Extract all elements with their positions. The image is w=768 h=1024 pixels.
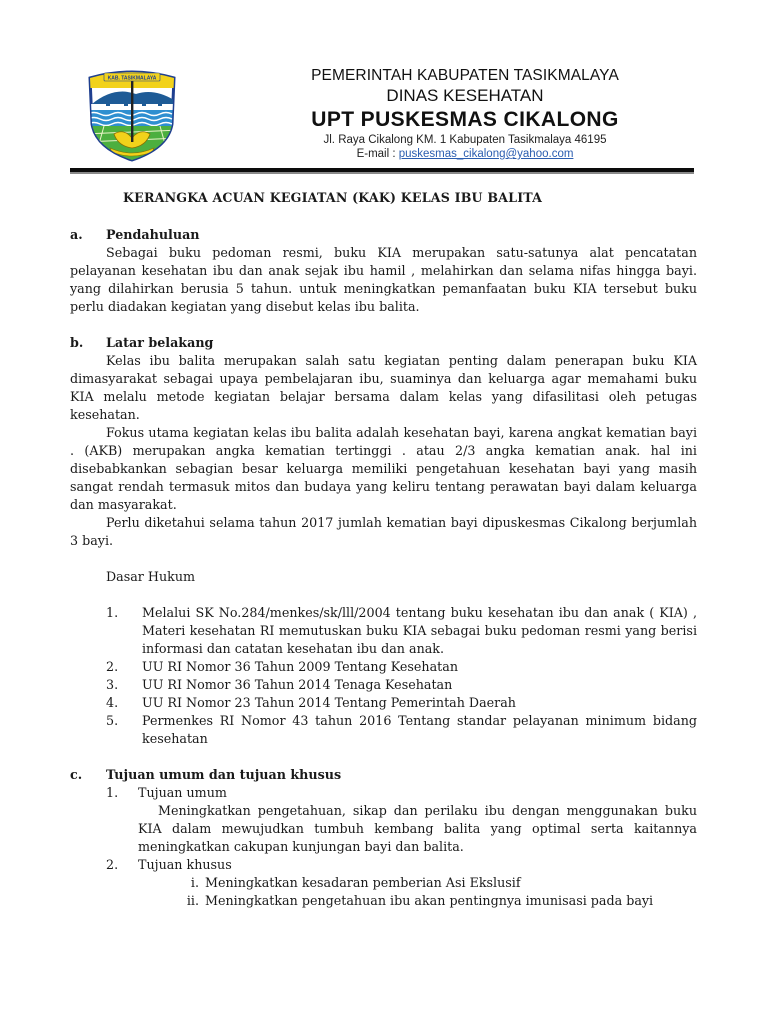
list-item	[70, 892, 697, 910]
item-number: 1.	[106, 605, 119, 620]
list-item	[70, 694, 697, 712]
tujuan-umum	[70, 784, 697, 802]
item-text: Melalui SK No.284/menkes/sk/lll/2004 tentang buku kesehatan ibu dan anak ( KIA) , Materi kesehatan RI memutuskan buku KIA sebagai buku pedoman resmi yang berisi informasi dan catatan kesehatan ibu dan anak.	[142, 605, 697, 656]
list-item	[70, 676, 697, 694]
tujuan-khusus	[70, 856, 697, 874]
paragraph: Sebagai buku pedoman resmi, buku KIA merupakan satu-satunya alat pencatatan pelayanan kesehatan ibu dan anak sejak ibu hamil , melahirkan dan selama nifas hingga bayi. yang dilahirkan berusia 5 tahun. untuk meningkatkan pemanfaatan buku KIA tersebut buku perlu diadakan kegiatan yang disebut kelas ibu balita.	[70, 245, 697, 314]
document-title: KERANGKA ACUAN KEGIATAN (KAK) KELAS IBU BALITA	[123, 190, 543, 205]
list-item	[70, 874, 697, 892]
section-a-heading	[70, 226, 697, 244]
paragraph: Fokus utama kegiatan kelas ibu balita adalah kesehatan bayi, karena angkat kematian bayi . (AKB) merupakan angka kematian tertinggi . atau 2/3 angka kematian anak. hal ini disebabkankan sebagian besar keluarga memiliki pengetahuan kesehatan bayi yang masih sangat rendah termasuk mitos dan budaya yang keliru tentang perawatan bayi dalam keluarga dan masyarakat.	[70, 425, 697, 512]
address: Jl. Raya Cikalong KM. 1 Kabupaten Tasikmalaya 46195	[323, 134, 607, 146]
section-marker: b.	[70, 335, 84, 350]
paragraph: Kelas ibu balita merupakan salah satu kegiatan penting dalam penerapan buku KIA dimasyarakat sebagai upaya pembelajaran ibu, suaminya dan keluarga agar memahami buku KIA melalu metode kegiatan belajar bersama dalam kelas yang difasilitasi oleh petugas kesehatan.	[70, 353, 697, 422]
section-title: Tujuan umum dan tujuan khusus	[106, 767, 342, 782]
institution-name: UPT PUSKESMAS CIKALONG	[311, 108, 619, 131]
letterhead	[290, 66, 640, 162]
section-title: Latar belakang	[106, 335, 214, 350]
item-number: 5.	[106, 713, 119, 728]
email-label: E-mail :	[356, 148, 399, 160]
letterhead-divider-thin	[70, 172, 694, 174]
paragraph: Perlu diketahui selama tahun 2017 jumlah kematian bayi dipuskesmas Cikalong berjumlah 3 bayi.	[70, 515, 697, 548]
section-marker: c.	[70, 767, 83, 782]
dasar-hukum-heading: Dasar Hukum	[106, 569, 196, 584]
item-number: i.	[190, 875, 199, 890]
department-name: DINAS KESEHATAN	[386, 86, 544, 105]
item-label: Tujuan umum	[138, 785, 227, 800]
tasikmalaya-crest-icon	[84, 64, 180, 162]
item-number: 2.	[106, 659, 119, 674]
item-number: 1.	[106, 785, 119, 800]
item-text: Permenkes RI Nomor 43 tahun 2016 Tentang standar pelayanan minimum bidang kesehatan	[142, 713, 697, 746]
section-b-heading	[70, 334, 697, 352]
document-body	[70, 226, 697, 910]
item-label: Tujuan khusus	[138, 857, 232, 872]
item-text: Meningkatkan kesadaran pemberian Asi Ekslusif	[205, 875, 521, 890]
item-number: 4.	[106, 695, 119, 710]
item-number: 3.	[106, 677, 119, 692]
dasar-hukum-list	[70, 604, 697, 748]
item-text: UU RI Nomor 36 Tahun 2009 Tentang Kesehatan	[142, 659, 458, 674]
tujuan-umum-text: Meningkatkan pengetahuan, sikap dan perilaku ibu dengan menggunakan buku KIA dalam mewujudkan tumbuh kembang balita yang optimal serta kaitannya meningkatkan cakupan kunjungan bayi dan balita.	[138, 803, 697, 854]
list-item	[70, 658, 697, 676]
list-item	[70, 604, 697, 658]
email-line	[290, 147, 640, 162]
list-item	[70, 712, 697, 748]
section-marker: a.	[70, 227, 83, 242]
svg-text:KAB. TASIKMALAYA: KAB. TASIKMALAYA	[107, 75, 157, 82]
section-c-heading	[70, 766, 697, 784]
section-title: Pendahuluan	[106, 227, 200, 242]
item-text: UU RI Nomor 36 Tahun 2014 Tenaga Kesehatan	[142, 677, 453, 692]
item-number: ii.	[186, 893, 199, 908]
government-name: PEMERINTAH KABUPATEN TASIKMALAYA	[311, 67, 619, 84]
email-link[interactable]: puskesmas_cikalong@yahoo.com	[398, 148, 574, 160]
item-number: 2.	[106, 857, 119, 872]
item-text: UU RI Nomor 23 Tahun 2014 Tentang Pemerintah Daerah	[142, 695, 516, 710]
item-text: Meningkatkan pengetahuan ibu akan pentingnya imunisasi pada bayi	[205, 893, 654, 908]
